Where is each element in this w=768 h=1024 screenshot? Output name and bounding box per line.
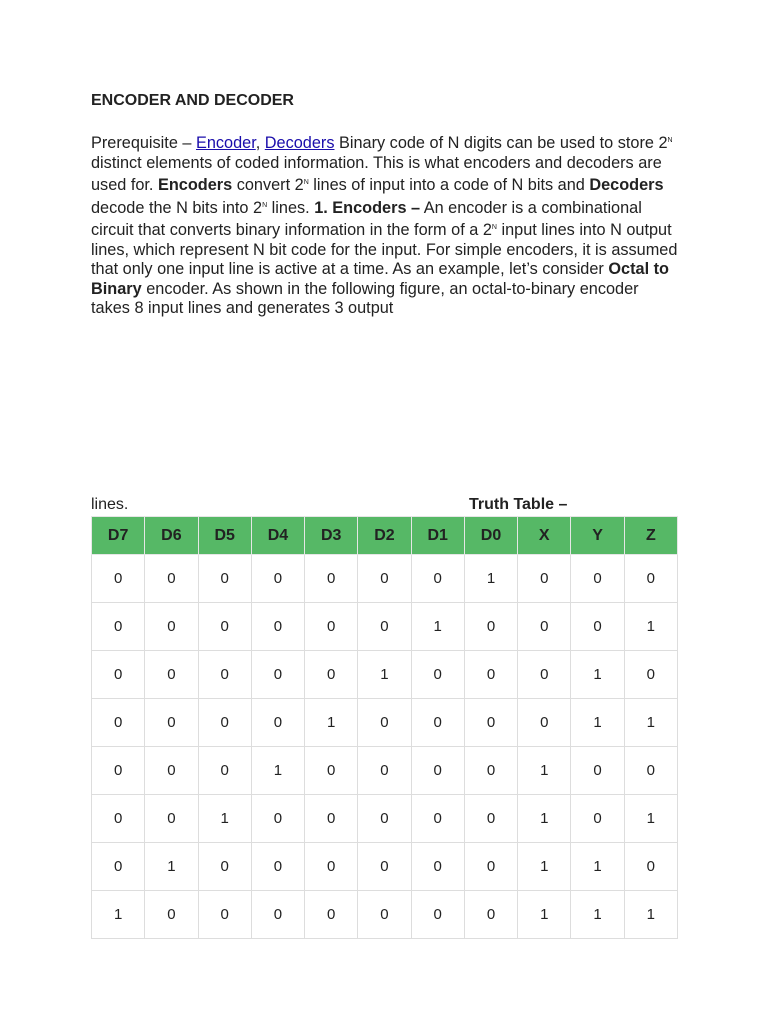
table-row <box>92 795 678 843</box>
table-cell: 0 <box>358 555 411 603</box>
table-row <box>92 603 678 651</box>
table-cell: 0 <box>411 795 464 843</box>
table-cell: 0 <box>358 747 411 795</box>
table-cell: 0 <box>251 651 304 699</box>
table-cell: 0 <box>251 555 304 603</box>
column-header-d2: D2 <box>358 517 411 555</box>
lines-word: lines. <box>91 496 129 513</box>
superscript-n: N <box>262 201 268 209</box>
table-row <box>92 891 678 939</box>
text-run: lines. <box>267 198 315 217</box>
truth-table-title: Truth Table – <box>469 496 568 513</box>
intro-paragraph <box>91 131 681 319</box>
table-cell: 0 <box>571 603 624 651</box>
table-cell: 1 <box>92 891 145 939</box>
table-cell: 0 <box>518 603 571 651</box>
table-cell: 0 <box>92 795 145 843</box>
superscript-n: N <box>491 224 497 231</box>
text-run: Binary code of N digits can be used to store 2 <box>334 134 668 152</box>
column-header-d1: D1 <box>411 517 464 555</box>
table-cell: 0 <box>464 603 517 651</box>
table-body <box>92 555 678 939</box>
table-cell: 0 <box>92 843 145 891</box>
table-cell: 1 <box>464 555 517 603</box>
table-cell: 0 <box>358 843 411 891</box>
table-cell: 1 <box>624 891 677 939</box>
table-cell: 0 <box>198 747 251 795</box>
page-title: ENCODER AND DECODER <box>91 92 294 109</box>
column-header-d6: D6 <box>145 517 198 555</box>
table-cell: 0 <box>411 891 464 939</box>
table-cell: 0 <box>411 651 464 699</box>
table-cell: 0 <box>571 747 624 795</box>
table-cell: 0 <box>145 651 198 699</box>
table-cell: 0 <box>518 555 571 603</box>
table-cell: 0 <box>198 843 251 891</box>
table-cell: 0 <box>624 651 677 699</box>
table-cell: 0 <box>145 699 198 747</box>
table-cell: 0 <box>198 891 251 939</box>
table-cell: 1 <box>411 603 464 651</box>
table-cell: 0 <box>305 795 358 843</box>
table-cell: 0 <box>145 555 198 603</box>
table-cell: 0 <box>92 651 145 699</box>
text-run: lines of input into a code of N bits and <box>308 176 590 194</box>
text-run: Prerequisite – <box>91 134 196 152</box>
table-cell: 0 <box>305 603 358 651</box>
table-cell: 0 <box>305 843 358 891</box>
bold-encoders: Encoders <box>157 176 233 194</box>
decoders-link[interactable]: Decoders <box>264 134 335 152</box>
text-run: distinct elements of coded information. This is what encoders and decoders are used for. <box>91 153 662 194</box>
table-cell: 0 <box>464 747 517 795</box>
table-cell: 1 <box>571 699 624 747</box>
table-row <box>92 651 678 699</box>
table-cell: 0 <box>411 699 464 747</box>
table-cell: 0 <box>198 555 251 603</box>
column-header-y: Y <box>571 517 624 555</box>
table-cell: 0 <box>305 891 358 939</box>
text-run: decode the N bits into 2 <box>91 198 263 217</box>
table-cell: 1 <box>624 603 677 651</box>
table-cell: 1 <box>518 891 571 939</box>
table-cell: 0 <box>411 747 464 795</box>
table-cell: 1 <box>198 795 251 843</box>
table-cell: 1 <box>518 843 571 891</box>
table-cell: 0 <box>518 699 571 747</box>
table-cell: 0 <box>464 651 517 699</box>
table-header-row <box>92 517 678 555</box>
table-cell: 1 <box>305 699 358 747</box>
table-cell: 0 <box>251 843 304 891</box>
table-cell: 1 <box>624 699 677 747</box>
text-run: encoder. As shown in the following figure, an octal-to-binary encoder takes 8 input lines and generates 3 output <box>91 279 639 317</box>
column-header-d5: D5 <box>198 517 251 555</box>
table-cell: 0 <box>624 555 677 603</box>
table-cell: 0 <box>624 843 677 891</box>
table-cell: 0 <box>464 795 517 843</box>
table-cell: 0 <box>305 747 358 795</box>
superscript-n: N <box>667 137 673 144</box>
table-cell: 0 <box>464 891 517 939</box>
table-cell: 0 <box>358 603 411 651</box>
table-cell: 0 <box>145 747 198 795</box>
table-row <box>92 699 678 747</box>
table-cell: 1 <box>518 795 571 843</box>
table-cell: 0 <box>411 555 464 603</box>
text-run: , <box>255 134 265 152</box>
truth-table <box>91 516 678 939</box>
table-cell: 1 <box>571 843 624 891</box>
encoder-link[interactable]: Encoder <box>195 134 256 152</box>
table-cell: 0 <box>358 699 411 747</box>
table-cell: 0 <box>92 747 145 795</box>
table-cell: 0 <box>464 699 517 747</box>
column-header-z: Z <box>624 517 677 555</box>
table-cell: 1 <box>145 843 198 891</box>
bold-section-heading: 1. Encoders – <box>314 198 421 217</box>
table-cell: 0 <box>624 747 677 795</box>
table-cell: 0 <box>518 651 571 699</box>
table-cell: 1 <box>251 747 304 795</box>
table-cell: 0 <box>251 699 304 747</box>
table-cell: 0 <box>358 795 411 843</box>
column-header-d3: D3 <box>305 517 358 555</box>
text-run: An encoder is a combinational circuit that converts binary information in the form of a 2 <box>91 198 642 239</box>
table-cell: 1 <box>358 651 411 699</box>
table-row <box>92 555 678 603</box>
table-cell: 1 <box>624 795 677 843</box>
text-run: convert 2 <box>232 176 304 194</box>
table-cell: 0 <box>358 891 411 939</box>
column-header-d7: D7 <box>92 517 145 555</box>
table-cell: 0 <box>251 795 304 843</box>
table-cell: 0 <box>145 603 198 651</box>
table-cell: 0 <box>571 555 624 603</box>
table-cell: 0 <box>92 699 145 747</box>
table-cell: 0 <box>305 651 358 699</box>
table-row <box>92 747 678 795</box>
column-header-x: X <box>518 517 571 555</box>
column-header-d0: D0 <box>464 517 517 555</box>
bold-octal-to-binary: Octal to Binary <box>91 260 669 298</box>
table-cell: 1 <box>571 651 624 699</box>
table-cell: 0 <box>198 651 251 699</box>
table-cell: 0 <box>198 699 251 747</box>
table-cell: 0 <box>198 603 251 651</box>
table-cell: 0 <box>92 555 145 603</box>
table-cell: 0 <box>251 603 304 651</box>
table-cell: 0 <box>464 843 517 891</box>
column-header-d4: D4 <box>251 517 304 555</box>
table-cell: 0 <box>571 795 624 843</box>
table-cell: 0 <box>411 843 464 891</box>
table-row <box>92 843 678 891</box>
table-cell: 0 <box>145 891 198 939</box>
table-cell: 1 <box>571 891 624 939</box>
superscript-n: N <box>303 179 309 186</box>
bold-decoders: Decoders <box>589 176 664 194</box>
table-cell: 0 <box>251 891 304 939</box>
table-cell: 1 <box>518 747 571 795</box>
table-cell: 0 <box>145 795 198 843</box>
table-cell: 0 <box>305 555 358 603</box>
text-run: input lines into N output lines, which represent N bit code for the input. For simple encoders, it is assumed that only one input line is active at a time. As an example, let’s consider <box>91 221 678 278</box>
table-cell: 0 <box>92 603 145 651</box>
